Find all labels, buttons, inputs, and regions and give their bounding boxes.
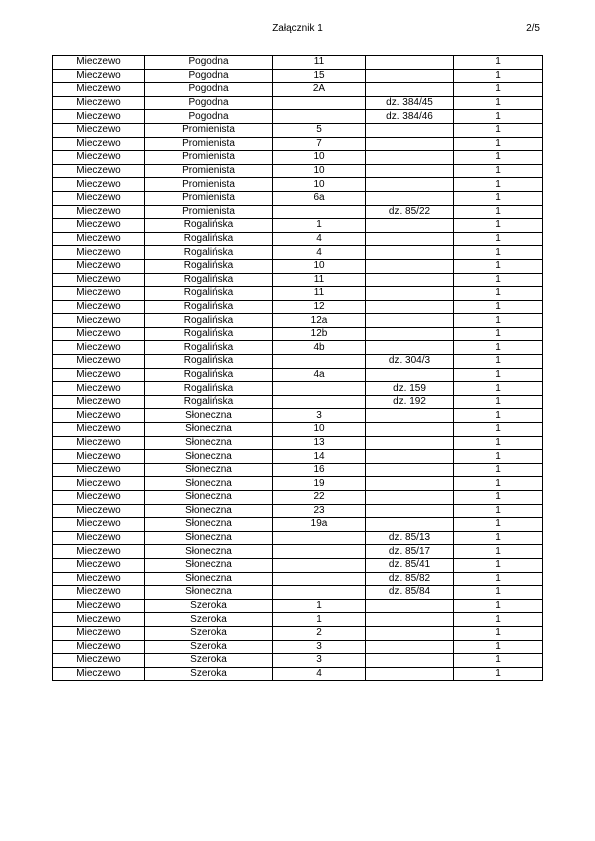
table-row <box>53 300 543 314</box>
street-cell: Szeroka <box>145 626 273 640</box>
quantity-cell: 1 <box>454 491 543 505</box>
house-number-cell: 12a <box>273 314 366 328</box>
house-number-cell <box>273 382 366 396</box>
quantity-cell: 1 <box>454 56 543 70</box>
street-cell: Szeroka <box>145 640 273 654</box>
quantity-cell: 1 <box>454 191 543 205</box>
parcel-cell <box>366 463 454 477</box>
table-row <box>53 69 543 83</box>
house-number-cell: 13 <box>273 436 366 450</box>
parcel-cell: dz. 85/82 <box>366 572 454 586</box>
parcel-cell: dz. 384/45 <box>366 96 454 110</box>
locality-cell: Mieczewo <box>53 640 145 654</box>
locality-cell: Mieczewo <box>53 450 145 464</box>
street-cell: Szeroka <box>145 599 273 613</box>
parcel-cell <box>366 287 454 301</box>
house-number-cell: 4b <box>273 341 366 355</box>
house-number-cell <box>273 586 366 600</box>
street-cell: Promienista <box>145 191 273 205</box>
parcel-cell <box>366 273 454 287</box>
locality-cell: Mieczewo <box>53 382 145 396</box>
house-number-cell: 19 <box>273 477 366 491</box>
quantity-cell: 1 <box>454 355 543 369</box>
parcel-cell: dz. 304/3 <box>366 355 454 369</box>
table-row <box>53 246 543 260</box>
street-cell: Rogalińska <box>145 232 273 246</box>
street-cell: Pogodna <box>145 83 273 97</box>
table-row <box>53 654 543 668</box>
street-cell: Promienista <box>145 164 273 178</box>
table-row <box>53 518 543 532</box>
parcel-cell <box>366 69 454 83</box>
locality-cell: Mieczewo <box>53 436 145 450</box>
street-cell: Słoneczna <box>145 423 273 437</box>
house-number-cell: 5 <box>273 123 366 137</box>
quantity-cell: 1 <box>454 463 543 477</box>
street-cell: Promienista <box>145 137 273 151</box>
parcel-cell <box>366 341 454 355</box>
quantity-cell: 1 <box>454 640 543 654</box>
street-cell: Pogodna <box>145 110 273 124</box>
locality-cell: Mieczewo <box>53 368 145 382</box>
quantity-cell: 1 <box>454 518 543 532</box>
quantity-cell: 1 <box>454 110 543 124</box>
quantity-cell: 1 <box>454 83 543 97</box>
table-row <box>53 219 543 233</box>
house-number-cell: 1 <box>273 599 366 613</box>
quantity-cell: 1 <box>454 232 543 246</box>
quantity-cell: 1 <box>454 572 543 586</box>
table-row <box>53 463 543 477</box>
house-number-cell: 22 <box>273 491 366 505</box>
house-number-cell: 7 <box>273 137 366 151</box>
table-row <box>53 205 543 219</box>
table-row <box>53 355 543 369</box>
parcel-cell <box>366 423 454 437</box>
quantity-cell: 1 <box>454 219 543 233</box>
house-number-cell: 4 <box>273 246 366 260</box>
locality-cell: Mieczewo <box>53 355 145 369</box>
street-cell: Rogalińska <box>145 314 273 328</box>
table-row <box>53 178 543 192</box>
street-cell: Pogodna <box>145 56 273 70</box>
street-cell: Słoneczna <box>145 491 273 505</box>
quantity-cell: 1 <box>454 626 543 640</box>
table-row <box>53 137 543 151</box>
house-number-cell: 10 <box>273 259 366 273</box>
house-number-cell: 3 <box>273 409 366 423</box>
table-row <box>53 123 543 137</box>
table-row <box>53 382 543 396</box>
locality-cell: Mieczewo <box>53 123 145 137</box>
table-row <box>53 83 543 97</box>
parcel-cell <box>366 477 454 491</box>
parcel-cell <box>366 137 454 151</box>
house-number-cell <box>273 558 366 572</box>
page-number: 2/5 <box>526 23 540 34</box>
street-cell: Słoneczna <box>145 463 273 477</box>
parcel-cell: dz. 85/17 <box>366 545 454 559</box>
table-row <box>53 287 543 301</box>
street-cell: Słoneczna <box>145 586 273 600</box>
quantity-cell: 1 <box>454 178 543 192</box>
locality-cell: Mieczewo <box>53 477 145 491</box>
street-cell: Słoneczna <box>145 572 273 586</box>
street-cell: Słoneczna <box>145 518 273 532</box>
house-number-cell: 14 <box>273 450 366 464</box>
house-number-cell <box>273 96 366 110</box>
locality-cell: Mieczewo <box>53 667 145 681</box>
parcel-cell <box>366 327 454 341</box>
street-cell: Rogalińska <box>145 341 273 355</box>
parcel-cell: dz. 85/13 <box>366 531 454 545</box>
quantity-cell: 1 <box>454 300 543 314</box>
street-cell: Słoneczna <box>145 545 273 559</box>
parcel-cell <box>366 164 454 178</box>
parcel-cell <box>366 191 454 205</box>
quantity-cell: 1 <box>454 123 543 137</box>
table-row <box>53 341 543 355</box>
house-number-cell: 10 <box>273 423 366 437</box>
quantity-cell: 1 <box>454 69 543 83</box>
quantity-cell: 1 <box>454 613 543 627</box>
parcel-cell <box>366 640 454 654</box>
parcel-cell <box>366 56 454 70</box>
table-row <box>53 273 543 287</box>
quantity-cell: 1 <box>454 477 543 491</box>
parcel-cell <box>366 518 454 532</box>
quantity-cell: 1 <box>454 137 543 151</box>
quantity-cell: 1 <box>454 341 543 355</box>
locality-cell: Mieczewo <box>53 545 145 559</box>
parcel-cell <box>366 436 454 450</box>
street-cell: Promienista <box>145 205 273 219</box>
quantity-cell: 1 <box>454 558 543 572</box>
quantity-cell: 1 <box>454 450 543 464</box>
street-cell: Słoneczna <box>145 477 273 491</box>
parcel-cell <box>366 450 454 464</box>
house-number-cell <box>273 355 366 369</box>
table-row <box>53 531 543 545</box>
parcel-cell <box>366 83 454 97</box>
house-number-cell: 19a <box>273 518 366 532</box>
locality-cell: Mieczewo <box>53 654 145 668</box>
house-number-cell: 6a <box>273 191 366 205</box>
table-row <box>53 395 543 409</box>
parcel-cell <box>366 654 454 668</box>
table-row <box>53 368 543 382</box>
parcel-cell: dz. 85/22 <box>366 205 454 219</box>
house-number-cell: 3 <box>273 640 366 654</box>
street-cell: Rogalińska <box>145 287 273 301</box>
table-row <box>53 599 543 613</box>
street-cell: Rogalińska <box>145 219 273 233</box>
street-cell: Rogalińska <box>145 259 273 273</box>
street-cell: Słoneczna <box>145 409 273 423</box>
table-row <box>53 409 543 423</box>
house-number-cell: 10 <box>273 164 366 178</box>
street-cell: Słoneczna <box>145 504 273 518</box>
house-number-cell <box>273 531 366 545</box>
locality-cell: Mieczewo <box>53 56 145 70</box>
table-row <box>53 56 543 70</box>
street-cell: Rogalińska <box>145 273 273 287</box>
street-cell: Rogalińska <box>145 327 273 341</box>
quantity-cell: 1 <box>454 151 543 165</box>
table-row <box>53 96 543 110</box>
quantity-cell: 1 <box>454 504 543 518</box>
locality-cell: Mieczewo <box>53 96 145 110</box>
table-row <box>53 626 543 640</box>
house-number-cell: 11 <box>273 273 366 287</box>
street-cell: Rogalińska <box>145 382 273 396</box>
quantity-cell: 1 <box>454 164 543 178</box>
house-number-cell: 1 <box>273 219 366 233</box>
records-table <box>52 55 543 681</box>
locality-cell: Mieczewo <box>53 110 145 124</box>
table-row <box>53 613 543 627</box>
street-cell: Słoneczna <box>145 531 273 545</box>
quantity-cell: 1 <box>454 423 543 437</box>
locality-cell: Mieczewo <box>53 586 145 600</box>
house-number-cell: 23 <box>273 504 366 518</box>
quantity-cell: 1 <box>454 287 543 301</box>
locality-cell: Mieczewo <box>53 191 145 205</box>
quantity-cell: 1 <box>454 436 543 450</box>
locality-cell: Mieczewo <box>53 558 145 572</box>
quantity-cell: 1 <box>454 273 543 287</box>
parcel-cell <box>366 504 454 518</box>
locality-cell: Mieczewo <box>53 205 145 219</box>
quantity-cell: 1 <box>454 96 543 110</box>
house-number-cell: 2 <box>273 626 366 640</box>
house-number-cell <box>273 395 366 409</box>
house-number-cell: 11 <box>273 287 366 301</box>
street-cell: Rogalińska <box>145 368 273 382</box>
table-row <box>53 558 543 572</box>
table-row <box>53 640 543 654</box>
house-number-cell <box>273 110 366 124</box>
house-number-cell: 12b <box>273 327 366 341</box>
street-cell: Pogodna <box>145 69 273 83</box>
locality-cell: Mieczewo <box>53 423 145 437</box>
parcel-cell <box>366 667 454 681</box>
parcel-cell: dz. 85/41 <box>366 558 454 572</box>
table-row <box>53 586 543 600</box>
parcel-cell: dz. 384/46 <box>366 110 454 124</box>
quantity-cell: 1 <box>454 531 543 545</box>
table-row <box>53 504 543 518</box>
locality-cell: Mieczewo <box>53 531 145 545</box>
table-row <box>53 164 543 178</box>
locality-cell: Mieczewo <box>53 409 145 423</box>
house-number-cell <box>273 572 366 586</box>
house-number-cell: 3 <box>273 654 366 668</box>
street-cell: Promienista <box>145 123 273 137</box>
street-cell: Słoneczna <box>145 558 273 572</box>
records-table-body <box>53 56 543 681</box>
parcel-cell <box>366 599 454 613</box>
parcel-cell <box>366 259 454 273</box>
parcel-cell <box>366 178 454 192</box>
street-cell: Pogodna <box>145 96 273 110</box>
locality-cell: Mieczewo <box>53 83 145 97</box>
table-row <box>53 423 543 437</box>
parcel-cell <box>366 613 454 627</box>
locality-cell: Mieczewo <box>53 613 145 627</box>
page-title: Załącznik 1 <box>272 23 323 34</box>
parcel-cell <box>366 151 454 165</box>
locality-cell: Mieczewo <box>53 259 145 273</box>
street-cell: Szeroka <box>145 613 273 627</box>
locality-cell: Mieczewo <box>53 599 145 613</box>
locality-cell: Mieczewo <box>53 572 145 586</box>
locality-cell: Mieczewo <box>53 491 145 505</box>
parcel-cell <box>366 368 454 382</box>
table-row <box>53 232 543 246</box>
parcel-cell: dz. 85/84 <box>366 586 454 600</box>
quantity-cell: 1 <box>454 382 543 396</box>
house-number-cell: 1 <box>273 613 366 627</box>
quantity-cell: 1 <box>454 654 543 668</box>
quantity-cell: 1 <box>454 314 543 328</box>
parcel-cell <box>366 626 454 640</box>
house-number-cell: 4 <box>273 667 366 681</box>
locality-cell: Mieczewo <box>53 395 145 409</box>
locality-cell: Mieczewo <box>53 463 145 477</box>
street-cell: Rogalińska <box>145 246 273 260</box>
locality-cell: Mieczewo <box>53 69 145 83</box>
house-number-cell: 10 <box>273 151 366 165</box>
street-cell: Rogalińska <box>145 300 273 314</box>
table-row <box>53 491 543 505</box>
table-row <box>53 572 543 586</box>
parcel-cell <box>366 232 454 246</box>
parcel-cell <box>366 491 454 505</box>
locality-cell: Mieczewo <box>53 341 145 355</box>
street-cell: Promienista <box>145 151 273 165</box>
quantity-cell: 1 <box>454 667 543 681</box>
parcel-cell <box>366 314 454 328</box>
table-row <box>53 191 543 205</box>
quantity-cell: 1 <box>454 327 543 341</box>
page-header <box>0 22 595 36</box>
quantity-cell: 1 <box>454 246 543 260</box>
locality-cell: Mieczewo <box>53 504 145 518</box>
parcel-cell <box>366 123 454 137</box>
locality-cell: Mieczewo <box>53 164 145 178</box>
locality-cell: Mieczewo <box>53 246 145 260</box>
house-number-cell: 2A <box>273 83 366 97</box>
table-row <box>53 327 543 341</box>
street-cell: Rogalińska <box>145 355 273 369</box>
quantity-cell: 1 <box>454 368 543 382</box>
locality-cell: Mieczewo <box>53 273 145 287</box>
parcel-cell <box>366 300 454 314</box>
street-cell: Słoneczna <box>145 450 273 464</box>
quantity-cell: 1 <box>454 395 543 409</box>
house-number-cell: 16 <box>273 463 366 477</box>
street-cell: Szeroka <box>145 667 273 681</box>
house-number-cell: 12 <box>273 300 366 314</box>
house-number-cell: 4a <box>273 368 366 382</box>
locality-cell: Mieczewo <box>53 137 145 151</box>
table-row <box>53 667 543 681</box>
street-cell: Promienista <box>145 178 273 192</box>
table-row <box>53 259 543 273</box>
locality-cell: Mieczewo <box>53 232 145 246</box>
house-number-cell <box>273 545 366 559</box>
locality-cell: Mieczewo <box>53 219 145 233</box>
table-row <box>53 450 543 464</box>
house-number-cell <box>273 205 366 219</box>
locality-cell: Mieczewo <box>53 178 145 192</box>
table-row <box>53 151 543 165</box>
house-number-cell: 10 <box>273 178 366 192</box>
quantity-cell: 1 <box>454 259 543 273</box>
quantity-cell: 1 <box>454 599 543 613</box>
street-cell: Szeroka <box>145 654 273 668</box>
table-row <box>53 436 543 450</box>
table-row <box>53 314 543 328</box>
parcel-cell <box>366 219 454 233</box>
street-cell: Rogalińska <box>145 395 273 409</box>
locality-cell: Mieczewo <box>53 151 145 165</box>
parcel-cell <box>366 246 454 260</box>
locality-cell: Mieczewo <box>53 314 145 328</box>
quantity-cell: 1 <box>454 586 543 600</box>
locality-cell: Mieczewo <box>53 518 145 532</box>
parcel-cell: dz. 192 <box>366 395 454 409</box>
quantity-cell: 1 <box>454 205 543 219</box>
locality-cell: Mieczewo <box>53 287 145 301</box>
table-row <box>53 545 543 559</box>
locality-cell: Mieczewo <box>53 626 145 640</box>
parcel-cell <box>366 409 454 423</box>
street-cell: Słoneczna <box>145 436 273 450</box>
house-number-cell: 15 <box>273 69 366 83</box>
house-number-cell: 4 <box>273 232 366 246</box>
parcel-cell: dz. 159 <box>366 382 454 396</box>
table-row <box>53 110 543 124</box>
locality-cell: Mieczewo <box>53 327 145 341</box>
locality-cell: Mieczewo <box>53 300 145 314</box>
quantity-cell: 1 <box>454 545 543 559</box>
house-number-cell: 11 <box>273 56 366 70</box>
quantity-cell: 1 <box>454 409 543 423</box>
table-row <box>53 477 543 491</box>
